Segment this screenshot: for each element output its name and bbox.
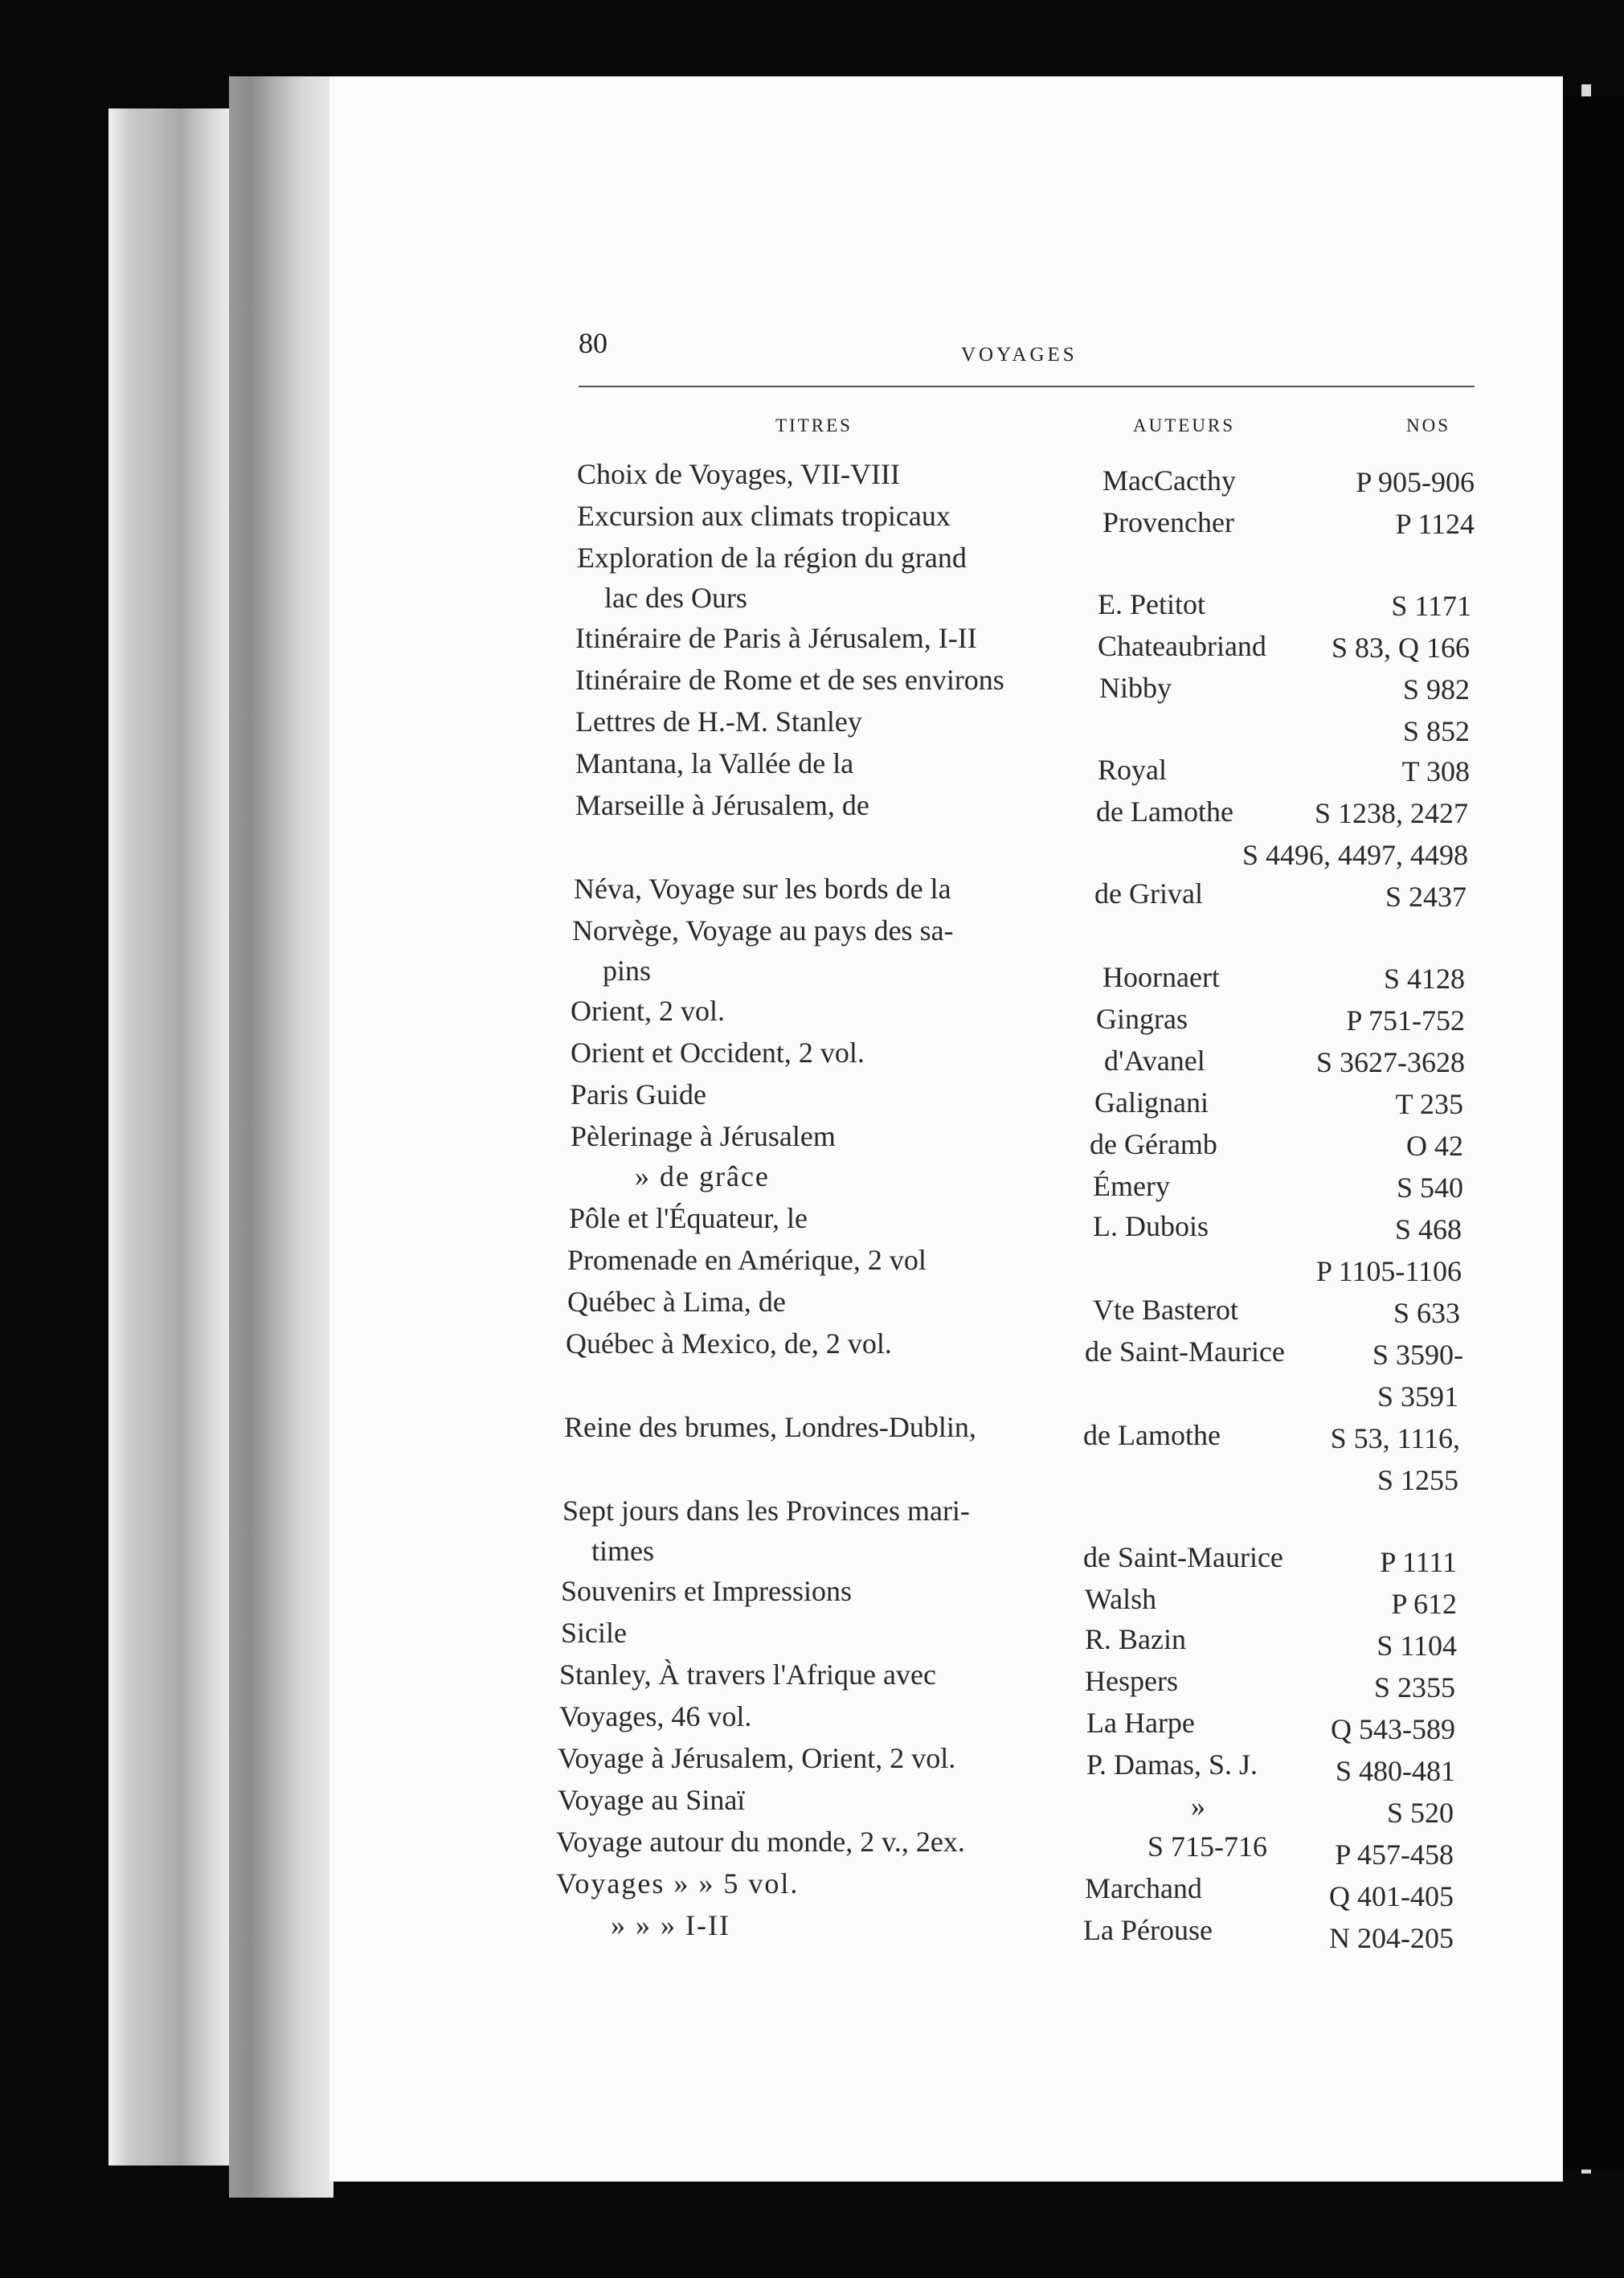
entry-author: Vte Basterot xyxy=(1093,1294,1238,1326)
entry-title: Québec à Lima, de xyxy=(567,1286,786,1318)
entry-author: Hespers xyxy=(1085,1665,1178,1697)
entry-number: S 1255 xyxy=(1377,1464,1458,1496)
entry-author: R. Bazin xyxy=(1085,1623,1186,1655)
entry-number: T 235 xyxy=(1395,1088,1463,1120)
entry-number: P 1124 xyxy=(1395,508,1475,540)
entry-number: S 1238, 2427 xyxy=(1314,797,1468,829)
scan-right-border xyxy=(1563,96,1624,2170)
entry-author: de Saint-Maurice xyxy=(1083,1541,1283,1573)
entry-number: S 3627-3628 xyxy=(1315,1046,1465,1078)
entry-author: de Grival xyxy=(1094,877,1203,910)
entry-author: Gingras xyxy=(1096,1003,1188,1035)
entry-title: Itinéraire de Rome et de ses environs xyxy=(575,664,1004,696)
entry-title: Excursion aux climats tropicaux xyxy=(577,500,951,532)
entry-author: de Saint-Maurice xyxy=(1085,1335,1285,1368)
entry-number: S 1104 xyxy=(1377,1630,1457,1662)
entry-author: Provencher xyxy=(1102,506,1234,538)
entry-number: P 457-458 xyxy=(1335,1838,1454,1871)
entry-author: Émery xyxy=(1093,1170,1170,1202)
entry-number: Q 543-589 xyxy=(1331,1713,1455,1745)
entry-author: La Pérouse xyxy=(1083,1914,1213,1946)
entry-number: S 53, 1116, xyxy=(1330,1422,1460,1454)
entry-author: de Lamothe xyxy=(1083,1419,1221,1451)
entry-number: S 83, Q 166 xyxy=(1331,632,1470,664)
entry-number: S 480-481 xyxy=(1335,1755,1455,1787)
entry-title: Voyage au Sinaï xyxy=(558,1784,746,1816)
entry-title: Voyages » » 5 vol. xyxy=(556,1867,800,1900)
entry-title: Québec à Mexico, de, 2 vol. xyxy=(566,1327,892,1360)
entry-title: Pôle et l'Équateur, le xyxy=(569,1202,808,1234)
entry-title: Souvenirs et Impressions xyxy=(561,1575,852,1607)
entry-author: Chateaubriand xyxy=(1098,630,1266,662)
entry-number: S 982 xyxy=(1402,673,1470,705)
entry-title: pins xyxy=(603,955,652,987)
page-number: 80 xyxy=(579,327,607,359)
entry-title: » » » I-II xyxy=(611,1909,730,1941)
entry-title: Néva, Voyage sur les bords de la xyxy=(574,873,951,905)
entry-author: Nibby xyxy=(1099,672,1172,704)
entry-number: S 520 xyxy=(1386,1797,1454,1829)
entry-author: Galignani xyxy=(1094,1086,1209,1119)
entry-title: Stanley, À travers l'Afrique avec xyxy=(559,1658,936,1691)
entry-title: » de grâce xyxy=(635,1160,770,1192)
entry-title: Voyage autour du monde, 2 v., 2ex. xyxy=(556,1826,965,1858)
entry-title: Sicile xyxy=(561,1617,627,1649)
entry-author: MacCacthy xyxy=(1102,464,1236,497)
entry-number: N 204-205 xyxy=(1329,1922,1454,1954)
column-header-titres: TITRES xyxy=(775,415,853,436)
entry-title: Exploration de la région du grand xyxy=(577,542,967,574)
entry-number: P 905-906 xyxy=(1356,466,1475,498)
entry-number: O 42 xyxy=(1406,1130,1463,1162)
entry-author: La Harpe xyxy=(1086,1707,1195,1739)
entry-number: S 4128 xyxy=(1383,963,1465,995)
entry-author: de Lamothe xyxy=(1096,795,1233,828)
entry-number: P 1105-1106 xyxy=(1315,1255,1462,1287)
entry-title: Orient et Occident, 2 vol. xyxy=(571,1037,865,1069)
entry-title: lac des Ours xyxy=(604,582,747,614)
entry-number: S 468 xyxy=(1394,1213,1462,1245)
entry-title: Sept jours dans les Provinces mari- xyxy=(562,1495,970,1527)
entry-title: Marseille à Jérusalem, de xyxy=(575,789,869,821)
entry-author: L. Dubois xyxy=(1093,1210,1209,1242)
entry-number: P 1111 xyxy=(1380,1546,1457,1578)
header-rule xyxy=(579,386,1475,387)
entry-title: Itinéraire de Paris à Jérusalem, I-II xyxy=(575,622,977,654)
entry-number: S 633 xyxy=(1393,1297,1460,1329)
entry-number: T 308 xyxy=(1401,755,1470,787)
entry-title: Lettres de H.-M. Stanley xyxy=(575,705,862,738)
entry-number: S 2355 xyxy=(1373,1671,1455,1703)
entry-number: P 612 xyxy=(1391,1588,1457,1620)
entry-number: S 2437 xyxy=(1385,881,1467,913)
entry-title: Choix de Voyages, VII-VIII xyxy=(577,458,900,490)
entry-number: S 852 xyxy=(1402,715,1470,747)
entry-title: Promenade en Amérique, 2 vol xyxy=(567,1244,927,1276)
column-header-nos: NOS xyxy=(1406,415,1451,436)
entry-title: Paris Guide xyxy=(571,1078,706,1110)
entry-number: S 3591 xyxy=(1377,1380,1458,1413)
entry-title: Norvège, Voyage au pays des sa- xyxy=(572,914,954,947)
entry-number: P 751-752 xyxy=(1346,1004,1465,1037)
entry-title: Mantana, la Vallée de la xyxy=(575,747,854,779)
entry-author: » xyxy=(1191,1790,1207,1822)
entry-author: d'Avanel xyxy=(1104,1045,1205,1077)
entry-author: Royal xyxy=(1098,754,1167,786)
entry-title: Orient, 2 vol. xyxy=(571,995,725,1027)
entry-author: S 715-716 xyxy=(1147,1830,1268,1863)
column-header-auteurs: AUTEURS xyxy=(1133,415,1236,436)
entry-title: Reine des brumes, Londres-Dublin, xyxy=(564,1411,976,1443)
entry-author: E. Petitot xyxy=(1098,588,1205,620)
entry-title: times xyxy=(591,1535,654,1567)
entry-author: Walsh xyxy=(1085,1583,1157,1615)
entry-title: Voyages, 46 vol. xyxy=(559,1700,752,1732)
entry-number: S 3590- xyxy=(1372,1339,1463,1371)
entry-number: S 540 xyxy=(1396,1172,1463,1204)
running-head: VOYAGES xyxy=(961,344,1078,366)
entry-author: Hoornaert xyxy=(1102,961,1220,993)
entry-title: Pèlerinage à Jérusalem xyxy=(571,1120,836,1152)
entry-author: Marchand xyxy=(1085,1872,1202,1904)
entry-number: S 1171 xyxy=(1391,590,1471,622)
entry-author: de Géramb xyxy=(1090,1128,1217,1160)
book-spine xyxy=(108,108,229,2166)
entry-title: Voyage à Jérusalem, Orient, 2 vol. xyxy=(558,1742,956,1774)
entry-number: S 4496, 4497, 4498 xyxy=(1242,839,1468,871)
entry-author: P. Damas, S. J. xyxy=(1086,1748,1258,1781)
page-gutter xyxy=(229,76,333,2198)
entry-number: Q 401-405 xyxy=(1329,1880,1454,1912)
